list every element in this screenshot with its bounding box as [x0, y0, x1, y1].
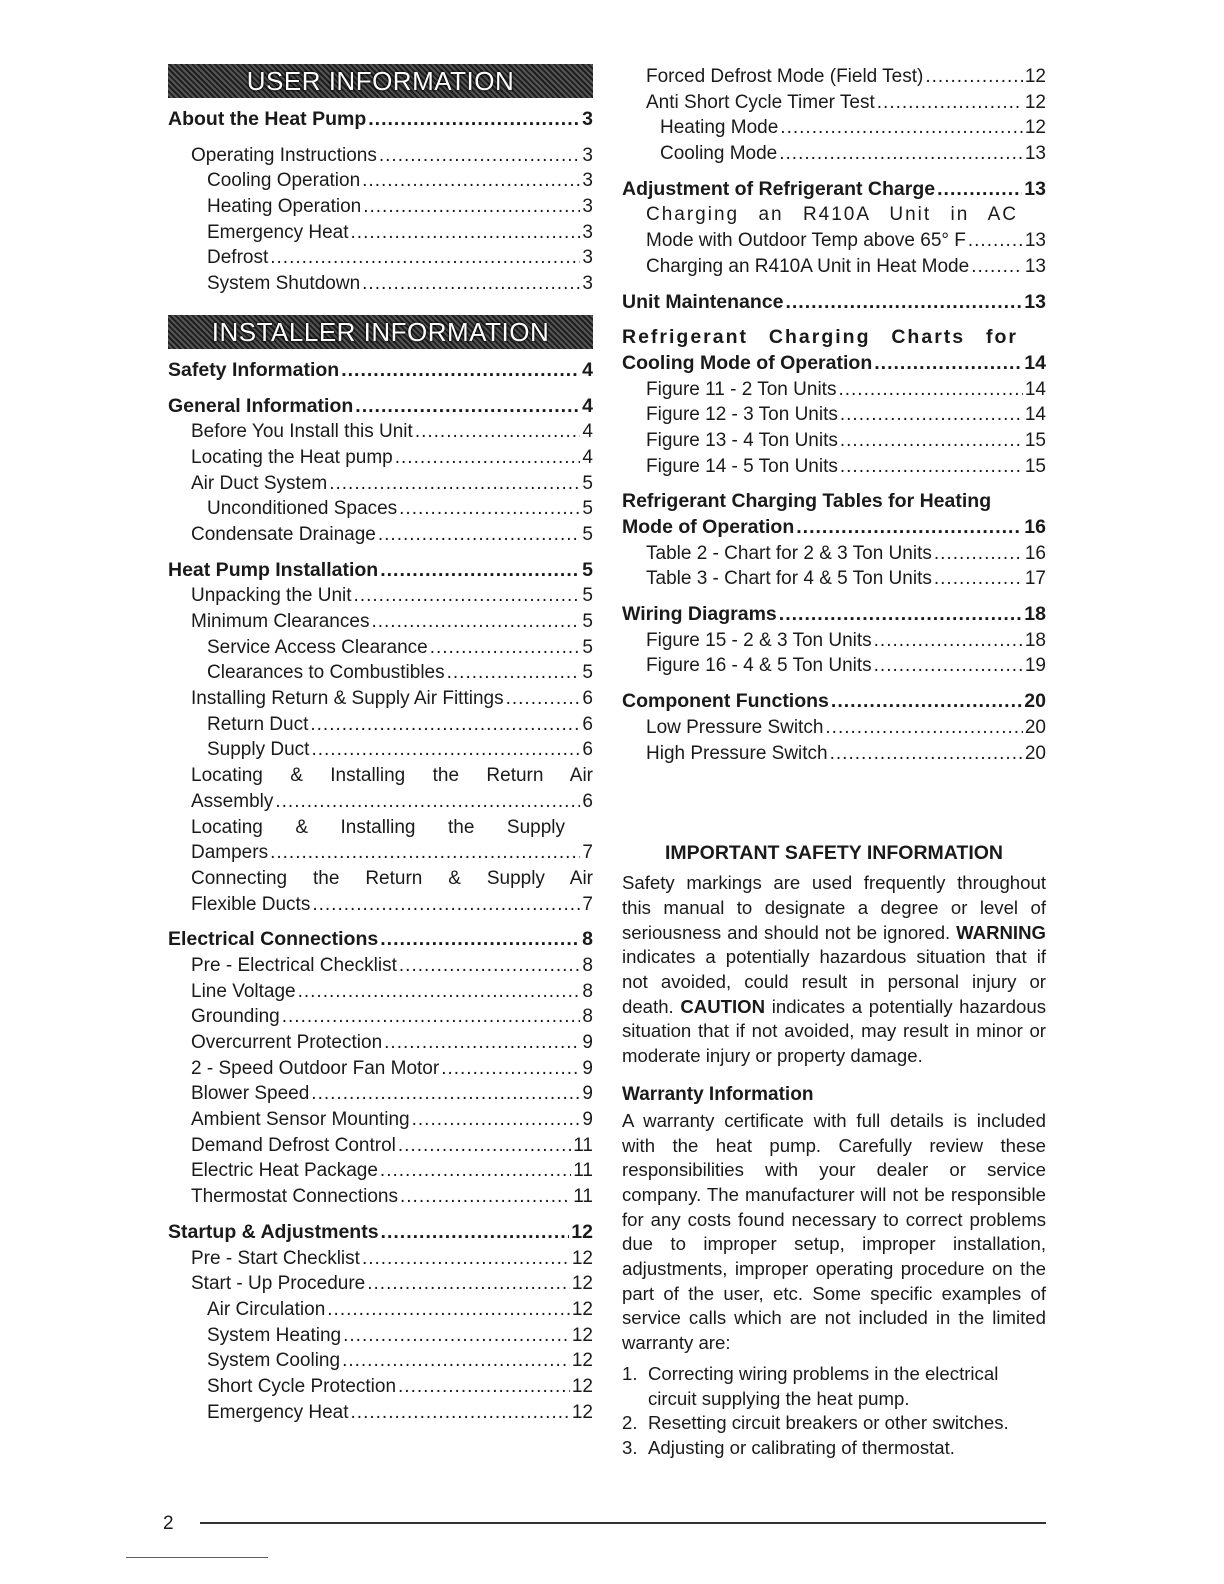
toc-entry-title: Adjustment of Refrigerant Charge: [622, 177, 936, 200]
toc-page-number: 20: [1024, 716, 1046, 738]
toc-entry[interactable]: [168, 789, 593, 815]
toc-page-number: 8: [582, 1006, 593, 1028]
toc-page-number: 7: [582, 842, 593, 864]
toc-dot-leader: [379, 143, 581, 169]
toc-page-number: 4: [582, 421, 593, 443]
toc-entry[interactable]: [168, 737, 593, 763]
toc-page-number: 6: [582, 790, 593, 812]
list-item: 2. Resetting circuit breakers or other switches.: [622, 1412, 1009, 1434]
toc-dot-leader: [327, 1297, 570, 1323]
toc-entry[interactable]: [168, 1297, 593, 1323]
toc-dot-leader: [381, 1220, 570, 1246]
toc-page-number: 14: [1024, 404, 1046, 426]
toc-entry[interactable]: [168, 1348, 593, 1374]
toc-entry[interactable]: [622, 628, 1046, 654]
toc-dot-leader: [311, 1081, 580, 1107]
toc-page-number: 5: [582, 523, 593, 545]
toc-page-number: 5: [582, 472, 593, 494]
toc-section-entry[interactable]: [168, 107, 593, 133]
toc-entry[interactable]: [168, 1107, 593, 1133]
toc-entry-title: Condensate Drainage: [191, 523, 376, 545]
toc-entry[interactable]: [622, 228, 1046, 254]
toc-entry-title: Figure 11 - 2 Ton Units: [646, 378, 837, 400]
toc-entry-title: Cooling Mode of Operation: [622, 351, 873, 374]
toc-dot-leader: [840, 428, 1023, 454]
toc-dot-leader: [971, 254, 1023, 280]
toc-entry-title: Mode with Outdoor Temp above 65° F: [646, 230, 966, 252]
toc-dot-leader: [311, 737, 580, 763]
toc-page-number: 5: [582, 662, 593, 684]
warranty-exclusions-list: [622, 1362, 1046, 1461]
toc-page-number: 15: [1024, 429, 1046, 451]
toc-page-number: 7: [582, 893, 593, 915]
toc-entry-title: Unconditioned Spaces: [207, 498, 398, 520]
toc-entry-title: Operating Instructions: [191, 144, 377, 166]
toc-entry[interactable]: [168, 1246, 593, 1272]
toc-entry[interactable]: [622, 402, 1046, 428]
toc-page-number: 12: [1024, 117, 1046, 139]
toc-dot-leader: [430, 635, 581, 661]
toc-entry-line: Refrigerant Charging Tables for Heating: [622, 490, 992, 513]
toc-entry-title: Service Access Clearance: [207, 636, 428, 658]
toc-entry[interactable]: [168, 1374, 593, 1400]
toc-installer-section: [168, 358, 593, 1426]
toc-dot-leader: [874, 653, 1023, 679]
toc-entry-title: System Cooling: [207, 1350, 341, 1372]
toc-entry[interactable]: [168, 840, 593, 866]
toc-page-number: 4: [582, 358, 593, 381]
toc-dot-leader: [399, 953, 581, 979]
toc-entry[interactable]: [168, 496, 593, 522]
toc-dot-leader: [877, 90, 1023, 116]
warranty-paragraph: A warranty certificate with full details is included with the heat pump. Carefully review these responsibilities with your dealer or service company. The manufacturer will not be responsible for any costs found necessary to correct problems due to improper setup, improper installation, adjustments, improper operating procedure on the part of the user, etc. Some specific examples of service calls which are not included in the limited warranty are:: [622, 1109, 1046, 1354]
toc-entry-title: Electric Heat Package: [191, 1160, 378, 1182]
toc-dot-leader: [380, 1158, 571, 1184]
toc-entry-title: Heating Mode: [660, 117, 779, 139]
toc-entry-title: Startup & Adjustments: [168, 1220, 379, 1243]
warning-keyword: WARNING: [956, 921, 1046, 943]
toc-entry-title: Installing Return & Supply Air Fittings: [191, 688, 504, 710]
footer-rule: [200, 1522, 1046, 1524]
toc-entry[interactable]: [622, 715, 1046, 741]
toc-entry-title: Defrost: [207, 247, 269, 269]
toc-entry[interactable]: [622, 741, 1046, 767]
toc-dot-leader: [355, 394, 580, 420]
toc-entry-title: Grounding: [191, 1006, 280, 1028]
toc-page-number: 6: [582, 739, 593, 761]
toc-dot-leader: [840, 402, 1023, 428]
toc-dot-leader: [380, 558, 580, 584]
toc-dot-leader: [838, 377, 1022, 403]
toc-section-entry[interactable]: [622, 515, 1046, 541]
toc-entry-title: System Heating: [207, 1324, 342, 1346]
toc-continued-section: [622, 64, 1046, 766]
toc-page-number: 13: [1024, 177, 1046, 200]
toc-entry-title: Supply Duct: [207, 739, 310, 761]
toc-dot-leader: [796, 515, 1022, 541]
toc-dot-leader: [400, 1184, 571, 1210]
toc-entry[interactable]: [168, 1271, 593, 1297]
toc-dot-leader: [362, 168, 580, 194]
toc-entry-title: Emergency Heat: [207, 1401, 349, 1423]
toc-page-number: 3: [582, 273, 593, 295]
toc-dot-leader: [874, 351, 1022, 377]
toc-dot-leader: [399, 496, 580, 522]
toc-entry[interactable]: [622, 653, 1046, 679]
toc-entry-title: Emergency Heat: [207, 221, 349, 243]
toc-dot-leader: [780, 115, 1023, 141]
toc-section-entry[interactable]: [622, 351, 1046, 377]
toc-dot-leader: [415, 419, 581, 445]
toc-entry-title: Figure 14 - 5 Ton Units: [646, 455, 838, 477]
toc-page-number: 13: [1024, 290, 1046, 313]
toc-entry-title: General Information: [168, 394, 354, 417]
toc-page-number: 13: [1024, 230, 1046, 252]
toc-dot-leader: [384, 1030, 580, 1056]
toc-dot-leader: [275, 789, 580, 815]
right-column: [622, 64, 1046, 1461]
toc-page-number: 12: [571, 1298, 593, 1320]
toc-entry-title: Return Duct: [207, 713, 309, 735]
toc-section-entry[interactable]: [168, 358, 593, 384]
toc-page-number: 5: [582, 636, 593, 658]
toc-page-number: 11: [573, 1186, 593, 1208]
toc-page-number: 6: [582, 713, 593, 735]
toc-section-entry[interactable]: [168, 1220, 593, 1246]
toc-entry-title: Unit Maintenance: [622, 290, 784, 313]
toc-page-number: 12: [571, 1273, 593, 1295]
toc-entry-title: Minimum Clearances: [191, 611, 370, 632]
toc-entry[interactable]: [622, 541, 1046, 567]
toc-dot-leader: [934, 541, 1023, 567]
toc-page-number: 3: [582, 196, 593, 218]
toc-entry[interactable]: [168, 712, 593, 738]
toc-entry[interactable]: [168, 1323, 593, 1349]
toc-dot-leader: [368, 107, 580, 133]
toc-page-number: 17: [1024, 568, 1046, 590]
toc-page-number: 20: [1024, 742, 1046, 764]
toc-page-number: 12: [571, 1375, 593, 1397]
toc-entry-title: Ambient Sensor Mounting: [191, 1109, 410, 1131]
toc-entry[interactable]: [168, 686, 593, 712]
toc-entry-line: Locating & Installing the Supply: [191, 816, 565, 838]
toc-entry-title: Assembly: [191, 790, 274, 812]
toc-dot-leader: [398, 1133, 571, 1159]
toc-entry-title: Locating the Heat pump: [191, 446, 393, 468]
toc-section-entry[interactable]: [622, 602, 1046, 628]
toc-entry[interactable]: [168, 245, 593, 271]
toc-entry-line: Refrigerant Charging Charts for: [622, 326, 1018, 349]
toc-entry-line: Charging an R410A Unit in AC: [646, 204, 1018, 226]
list-item: 3. Adjusting or calibrating of thermostat.: [622, 1436, 955, 1458]
toc-page-number: 3: [582, 170, 593, 192]
toc-dot-leader: [934, 566, 1023, 592]
toc-entry[interactable]: [622, 90, 1046, 116]
toc-page-number: 14: [1024, 351, 1046, 374]
toc-dot-leader: [506, 686, 581, 712]
toc-page-number: 5: [582, 585, 593, 607]
toc-entry[interactable]: [168, 522, 593, 548]
toc-entry[interactable]: [168, 953, 593, 979]
toc-page-number: 9: [582, 1032, 593, 1053]
toc-page-number: 18: [1024, 629, 1046, 651]
toc-dot-leader: [779, 602, 1023, 628]
toc-section-entry[interactable]: [168, 394, 593, 420]
toc-entry-line: Connecting the Return & Supply Air: [191, 867, 593, 889]
safety-heading: IMPORTANT SAFETY INFORMATION: [665, 842, 1003, 865]
toc-page-number: 11: [573, 1160, 593, 1182]
toc-section-entry[interactable]: [622, 177, 1046, 203]
toc-page-number: 3: [582, 144, 593, 166]
toc-entry-title: Figure 12 - 3 Ton Units: [646, 404, 838, 426]
toc-entry[interactable]: [168, 143, 593, 169]
toc-entry-title: Figure 15 - 2 & 3 Ton Units: [646, 629, 872, 651]
toc-dot-leader: [362, 271, 580, 297]
toc-entry[interactable]: [168, 271, 593, 297]
toc-page-number: 8: [582, 928, 593, 951]
toc-entry[interactable]: [168, 1004, 593, 1030]
toc-entry-title: Clearances to Combustibles: [207, 662, 445, 684]
toc-dot-leader: [343, 1323, 570, 1349]
toc-entry-title: Cooling Operation: [207, 170, 361, 192]
toc-page-number: 15: [1024, 455, 1046, 477]
toc-entry-title: Before You Install this Unit: [191, 421, 413, 443]
toc-page-number: 3: [582, 247, 593, 269]
toc-page-number: 9: [582, 1109, 593, 1131]
toc-user-section: [168, 107, 593, 297]
toc-dot-leader: [298, 979, 581, 1005]
toc-entry-title: Charging an R410A Unit in Heat Mode: [646, 255, 970, 277]
toc-page-number: 4: [582, 446, 593, 468]
toc-entry-title: Flexible Ducts: [191, 893, 311, 915]
toc-section-entry[interactable]: [168, 927, 593, 953]
toc-page-number: 3: [582, 221, 593, 243]
toc-entry-title: Anti Short Cycle Timer Test: [646, 91, 875, 113]
toc-entry-title: Figure 16 - 4 & 5 Ton Units: [646, 655, 872, 677]
toc-entry-title: Heating Operation: [207, 196, 362, 218]
toc-entry[interactable]: [622, 454, 1046, 480]
toc-entry[interactable]: [168, 979, 593, 1005]
toc-dot-leader: [367, 1271, 570, 1297]
toc-dot-leader: [329, 471, 580, 497]
toc-entry-line: Locating & Installing the Return Air: [191, 765, 593, 787]
toc-entry-title: Air Circulation: [207, 1298, 326, 1320]
list-item: 1. Correcting wiring problems in the electrical circuit supplying the heat pump.: [622, 1362, 999, 1409]
toc-entry-title: Line Voltage: [191, 980, 296, 1002]
toc-page-number: 5: [582, 498, 593, 520]
toc-entry[interactable]: [168, 1030, 593, 1056]
toc-entry-title: Demand Defrost Control: [191, 1134, 396, 1156]
toc-page-number: 16: [1024, 542, 1046, 564]
toc-page-number: 8: [582, 980, 593, 1002]
toc-dot-leader: [342, 1348, 570, 1374]
toc-entry[interactable]: [622, 115, 1046, 141]
toc-page-number: 18: [1024, 603, 1046, 626]
toc-entry-title: 2 - Speed Outdoor Fan Motor: [191, 1057, 440, 1079]
toc-dot-leader: [830, 741, 1023, 767]
toc-dot-leader: [825, 715, 1022, 741]
toc-entry[interactable]: [168, 635, 593, 661]
toc-dot-leader: [412, 1107, 581, 1133]
toc-page-number: 20: [1024, 690, 1046, 713]
toc-page-number: 11: [573, 1134, 593, 1156]
installer-information-banner: INSTALLER INFORMATION: [168, 315, 593, 349]
toc-entry-title: Short Cycle Protection: [207, 1375, 397, 1397]
toc-dot-leader: [363, 194, 580, 220]
toc-dot-leader: [282, 1004, 581, 1030]
toc-page-number: 12: [571, 1324, 593, 1346]
bottom-mark: [126, 1557, 268, 1558]
toc-dot-leader: [378, 522, 581, 548]
toc-entry-title: Dampers: [191, 842, 269, 864]
toc-page-number: 12: [571, 1350, 593, 1372]
toc-dot-leader: [447, 660, 581, 686]
toc-entry-title: Component Functions: [622, 690, 829, 713]
toc-page-number: 5: [582, 611, 593, 632]
toc-page-number: 8: [582, 954, 593, 976]
toc-dot-leader: [354, 583, 581, 609]
toc-entry-title: Heat Pump Installation: [168, 558, 379, 581]
toc-dot-leader: [341, 358, 580, 384]
caution-keyword: CAUTION: [680, 995, 766, 1017]
toc-page-number: 12: [1024, 91, 1046, 113]
toc-entry[interactable]: [622, 428, 1046, 454]
toc-entry-title: Pre - Electrical Checklist: [191, 954, 397, 976]
toc-page-number: 12: [1024, 66, 1046, 87]
toc-page-number: 12: [571, 1220, 593, 1243]
toc-entry-title: System Shutdown: [207, 273, 361, 295]
toc-section-entry[interactable]: [622, 290, 1046, 316]
toc-entry[interactable]: [168, 1081, 593, 1107]
toc-dot-leader: [779, 141, 1023, 167]
toc-entry-title: Wiring Diagrams: [622, 603, 777, 626]
toc-entry-title: Low Pressure Switch: [646, 716, 824, 738]
toc-entry[interactable]: [622, 254, 1046, 280]
toc-entry[interactable]: [622, 377, 1046, 403]
toc-entry[interactable]: [168, 419, 593, 445]
toc-dot-leader: [270, 245, 580, 271]
toc-entry-title: Electrical Connections: [168, 928, 379, 951]
safety-paragraph: Safety markings are used frequently throughout this manual to designate a degree or level of seriousness and should not be ignored. WARNING indicates a potentially hazardous situation that if not avoided, could result in personal injury or death. CAUTION indicates a potentially hazardous situation that if not avoided, may result in minor or moderate injury or property damage.: [622, 872, 1046, 1067]
toc-dot-leader: [351, 1400, 570, 1426]
toc-page-number: 12: [571, 1401, 593, 1423]
toc-entry[interactable]: [168, 168, 593, 194]
toc-dot-leader: [925, 64, 1023, 90]
toc-entry-title: Forced Defrost Mode (Field Test): [646, 66, 924, 87]
toc-page-number: 12: [571, 1247, 593, 1269]
toc-entry-title: Table 2 - Chart for 2 & 3 Ton Units: [646, 542, 932, 564]
toc-page-number: 9: [582, 1057, 593, 1079]
toc-entry-title: Start - Up Procedure: [191, 1273, 366, 1295]
toc-entry-title: High Pressure Switch: [646, 742, 828, 764]
toc-dot-leader: [968, 228, 1023, 254]
toc-entry[interactable]: [168, 1158, 593, 1184]
toc-dot-leader: [362, 1246, 570, 1272]
toc-entry[interactable]: [622, 64, 1046, 90]
toc-dot-leader: [831, 689, 1022, 715]
toc-page-number: 4: [582, 394, 593, 417]
toc-dot-leader: [441, 1056, 580, 1082]
toc-entry-title: Air Duct System: [191, 472, 328, 494]
toc-entry[interactable]: [168, 1133, 593, 1159]
toc-dot-leader: [351, 220, 581, 246]
toc-entry-title: Figure 13 - 4 Ton Units: [646, 429, 838, 451]
toc-page-number: 14: [1024, 378, 1046, 400]
toc-entry[interactable]: [168, 194, 593, 220]
toc-entry-title: Safety Information: [168, 358, 340, 381]
page-number: 2: [163, 1513, 174, 1534]
toc-entry[interactable]: [168, 471, 593, 497]
toc-entry[interactable]: [168, 1400, 593, 1426]
toc-dot-leader: [270, 840, 580, 866]
toc-entry-title: Pre - Start Checklist: [191, 1247, 360, 1269]
toc-page-number: 5: [582, 558, 593, 581]
toc-dot-leader: [937, 177, 1022, 203]
toc-page-number: 6: [582, 688, 593, 710]
user-information-banner: USER INFORMATION: [168, 64, 593, 98]
toc-page-number: 3: [582, 108, 593, 130]
toc-dot-leader: [785, 290, 1022, 316]
toc-entry[interactable]: [168, 1184, 593, 1210]
toc-entry-title: Mode of Operation: [622, 516, 795, 538]
toc-entry[interactable]: [168, 445, 593, 471]
warranty-heading: Warranty Information: [622, 1083, 814, 1105]
toc-section-entry[interactable]: [168, 558, 593, 584]
toc-page-number: 19: [1024, 655, 1046, 677]
toc-page-number: 16: [1024, 516, 1046, 538]
toc-entry[interactable]: [168, 1056, 593, 1082]
toc-section-entry[interactable]: [622, 689, 1046, 715]
toc-entry[interactable]: [168, 583, 593, 609]
toc-entry-title: About the Heat Pump: [168, 108, 367, 130]
toc-entry[interactable]: [168, 660, 593, 686]
toc-entry[interactable]: [168, 609, 593, 635]
toc-entry-title: Cooling Mode: [660, 143, 778, 165]
toc-entry[interactable]: [168, 220, 593, 246]
toc-entry-title: Unpacking the Unit: [191, 585, 352, 607]
toc-dot-leader: [380, 927, 580, 953]
toc-dot-leader: [395, 445, 581, 471]
toc-dot-leader: [840, 454, 1023, 480]
toc-page-number: 13: [1024, 255, 1046, 277]
toc-page-number: 13: [1024, 143, 1046, 165]
toc-page-number: 9: [582, 1083, 593, 1105]
toc-dot-leader: [312, 892, 580, 918]
toc-entry-title: Blower Speed: [191, 1083, 310, 1105]
left-column: [168, 64, 593, 1425]
toc-dot-leader: [874, 628, 1023, 654]
toc-entry-title: Overcurrent Protection: [191, 1032, 383, 1053]
toc-dot-leader: [371, 609, 580, 635]
toc-entry[interactable]: [622, 566, 1046, 592]
toc-entry-title: Thermostat Connections: [191, 1186, 398, 1208]
toc-dot-leader: [398, 1374, 570, 1400]
toc-entry-title: Table 3 - Chart for 4 & 5 Ton Units: [646, 568, 932, 590]
toc-dot-leader: [310, 712, 580, 738]
toc-entry[interactable]: [622, 141, 1046, 167]
toc-entry[interactable]: [168, 892, 593, 918]
